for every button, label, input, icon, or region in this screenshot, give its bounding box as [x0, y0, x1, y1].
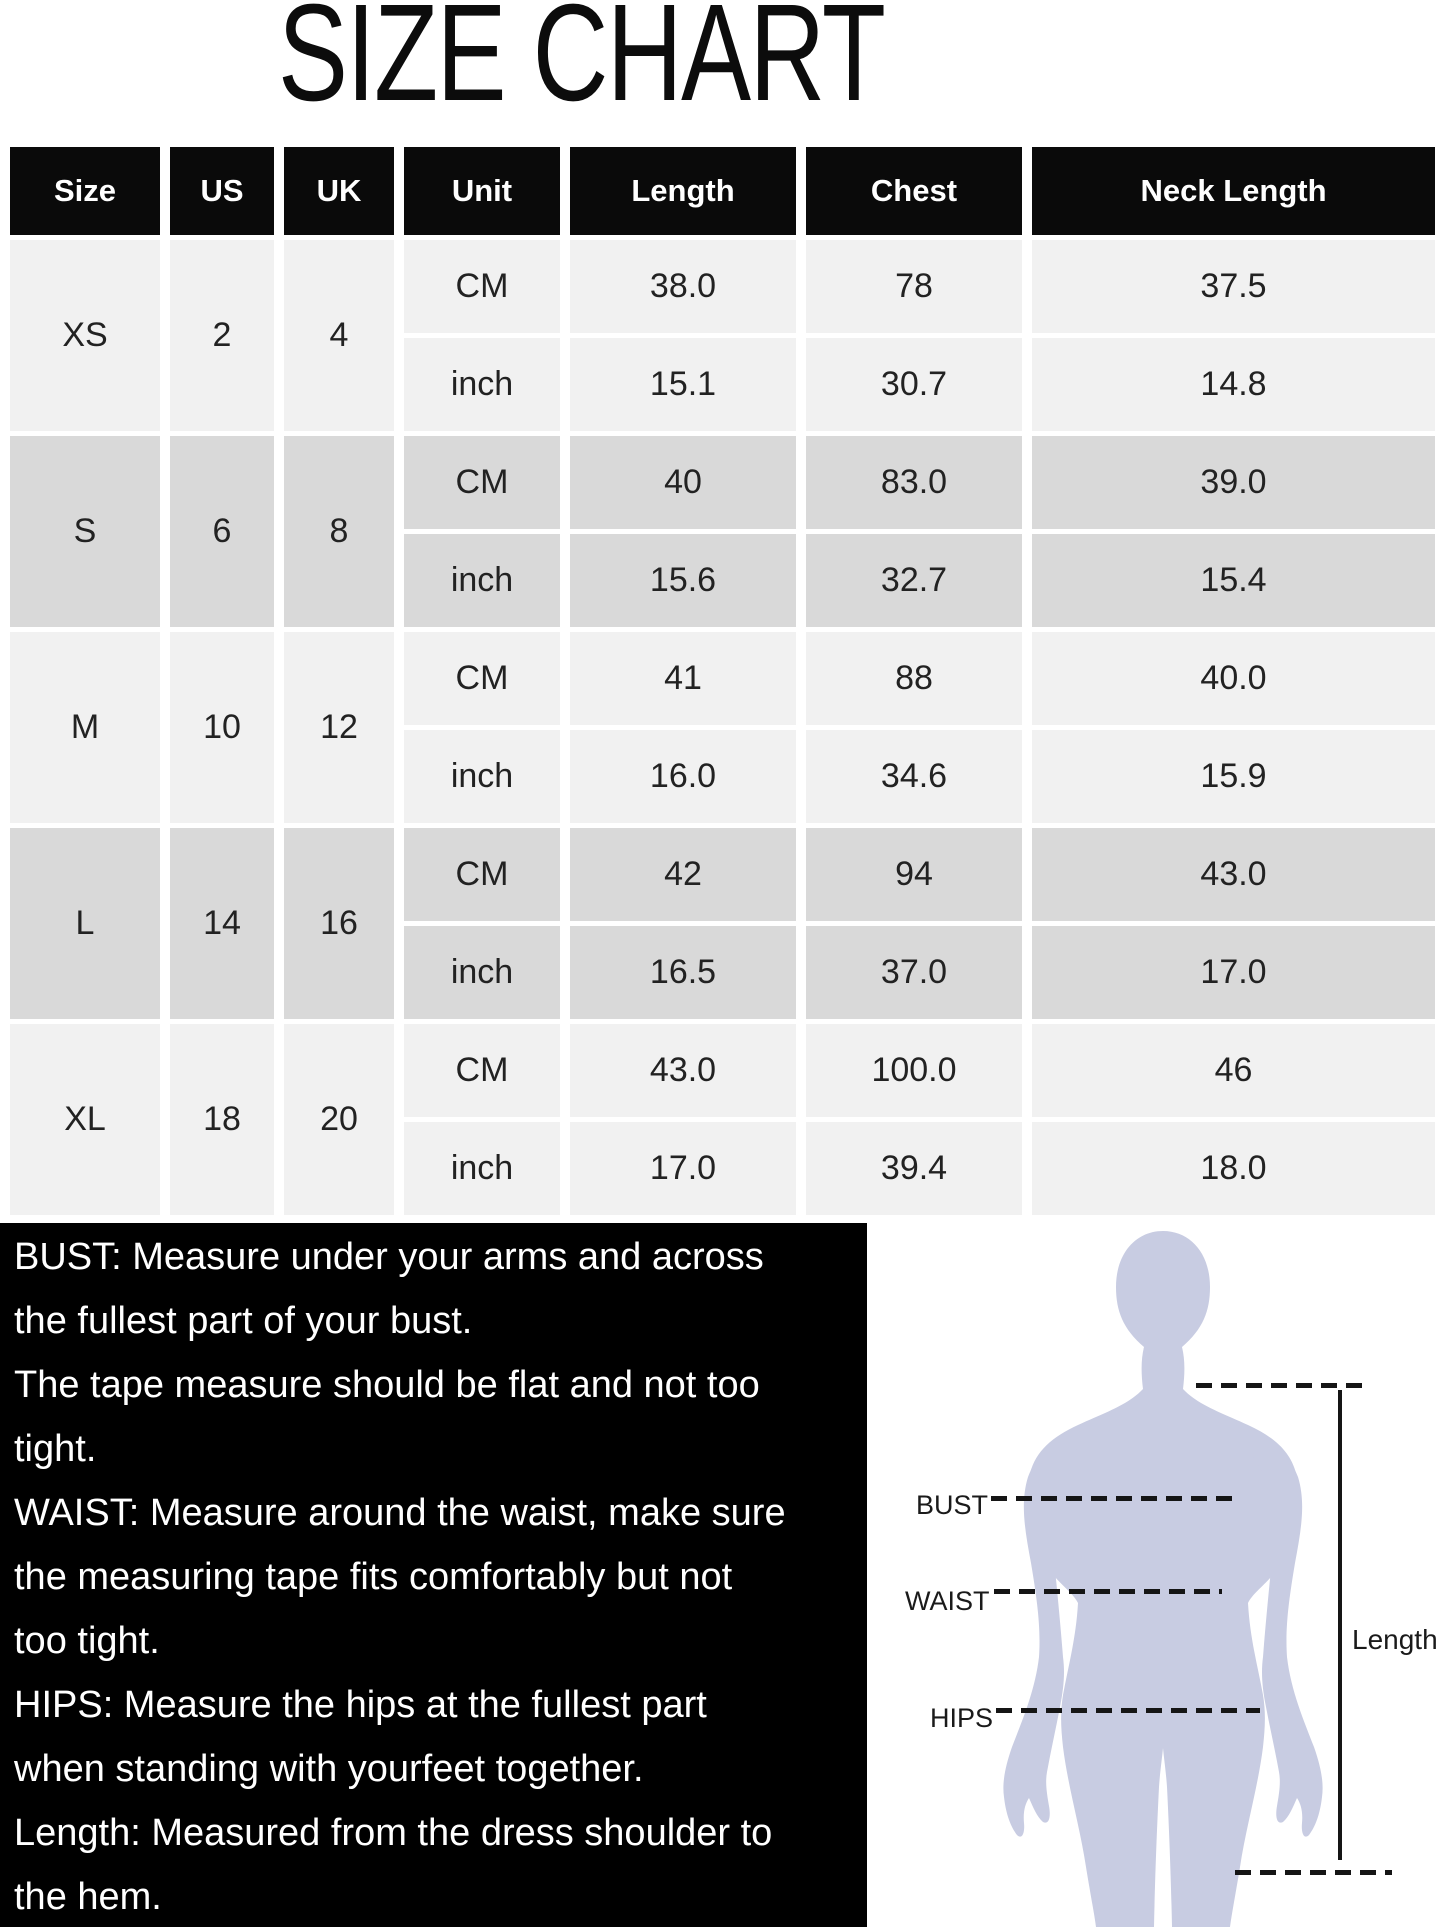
waist-dash-line	[994, 1589, 1222, 1594]
header-cell-chest: Chest	[806, 147, 1022, 235]
size-cell: M	[10, 632, 160, 823]
uk-cell: 20	[284, 1024, 394, 1215]
chest-cm-cell: 78	[806, 240, 1022, 333]
neck-cm-cell: 37.5	[1032, 240, 1435, 333]
bust-label: BUST	[916, 1490, 989, 1520]
length-cm-cell: 38.0	[570, 240, 796, 333]
unit-inch-cell: inch	[404, 1122, 560, 1215]
header-cell-length: Length	[570, 147, 796, 235]
shoulder-dash-line	[1196, 1383, 1365, 1388]
instruction-line: The tape measure should be flat and not too	[14, 1364, 760, 1406]
neck-inch-cell: 15.9	[1032, 730, 1435, 823]
unit-cm-cell: CM	[404, 1024, 560, 1117]
length-cm-cell: 41	[570, 632, 796, 725]
unit-inch-cell: inch	[404, 534, 560, 627]
chest-inch-cell: 34.6	[806, 730, 1022, 823]
length-inch-cell: 15.6	[570, 534, 796, 627]
neck-cm-cell: 46	[1032, 1024, 1435, 1117]
chest-cm-cell: 100.0	[806, 1024, 1022, 1117]
size-cell: S	[10, 436, 160, 627]
length-measure-line	[1338, 1390, 1342, 1860]
instruction-line: when standing with yourfeet together.	[14, 1748, 644, 1790]
unit-cm-cell: CM	[404, 240, 560, 333]
length-cm-cell: 43.0	[570, 1024, 796, 1117]
length-inch-cell: 16.5	[570, 926, 796, 1019]
header-row	[10, 147, 1435, 235]
length-inch-cell: 16.0	[570, 730, 796, 823]
table-row	[10, 828, 1435, 921]
us-cell: 10	[170, 632, 274, 823]
neck-cm-cell: 40.0	[1032, 632, 1435, 725]
unit-cm-cell: CM	[404, 632, 560, 725]
hips-label: HIPS	[930, 1703, 994, 1733]
neck-inch-cell: 17.0	[1032, 926, 1435, 1019]
neck-inch-cell: 18.0	[1032, 1122, 1435, 1215]
neck-inch-cell: 14.8	[1032, 338, 1435, 431]
size-cell: L	[10, 828, 160, 1019]
hips-dash-line	[996, 1708, 1260, 1713]
bottom-section	[0, 1220, 1445, 1927]
unit-inch-cell: inch	[404, 338, 560, 431]
length-inch-cell: 15.1	[570, 338, 796, 431]
bust-dash-line	[991, 1496, 1241, 1501]
us-cell: 18	[170, 1024, 274, 1215]
table-row	[10, 436, 1435, 529]
uk-cell: 8	[284, 436, 394, 627]
table-row	[10, 240, 1435, 333]
chest-inch-cell: 32.7	[806, 534, 1022, 627]
instruction-line: HIPS: Measure the hips at the fullest part	[14, 1684, 707, 1726]
instruction-line: the fullest part of your bust.	[14, 1300, 473, 1342]
unit-cm-cell: CM	[404, 828, 560, 921]
size-cell: XS	[10, 240, 160, 431]
hem-dash-line	[1235, 1870, 1392, 1875]
length-cm-cell: 40	[570, 436, 796, 529]
measure-instructions	[0, 1223, 867, 1927]
instruction-line: Length: Measured from the dress shoulder to	[14, 1812, 773, 1854]
uk-cell: 16	[284, 828, 394, 1019]
instruction-line: tight.	[14, 1428, 97, 1470]
neck-cm-cell: 39.0	[1032, 436, 1435, 529]
length-cm-cell: 42	[570, 828, 796, 921]
chest-cm-cell: 83.0	[806, 436, 1022, 529]
table-row	[10, 1024, 1435, 1117]
length-label: Length	[1352, 1624, 1438, 1655]
table-row	[10, 632, 1435, 725]
size-table-body	[10, 240, 1435, 1215]
unit-inch-cell: inch	[404, 730, 560, 823]
instruction-line: too tight.	[14, 1620, 160, 1662]
us-cell: 2	[170, 240, 274, 431]
instruction-line: BUST: Measure under your arms and across	[14, 1236, 764, 1278]
measurement-diagram	[867, 1220, 1445, 1927]
us-cell: 6	[170, 436, 274, 627]
instruction-line: the measuring tape fits comfortably but not	[14, 1556, 733, 1598]
instruction-line: the hem.	[14, 1876, 162, 1918]
neck-cm-cell: 43.0	[1032, 828, 1435, 921]
chest-inch-cell: 39.4	[806, 1122, 1022, 1215]
chest-inch-cell: 30.7	[806, 338, 1022, 431]
unit-cm-cell: CM	[404, 436, 560, 529]
instruction-line: WAIST: Measure around the waist, make sure	[14, 1492, 786, 1534]
header-cell-size: Size	[10, 147, 160, 235]
uk-cell: 12	[284, 632, 394, 823]
size-cell: XL	[10, 1024, 160, 1215]
size-table	[0, 142, 1445, 1220]
neck-inch-cell: 15.4	[1032, 534, 1435, 627]
length-inch-cell: 17.0	[570, 1122, 796, 1215]
uk-cell: 4	[284, 240, 394, 431]
unit-inch-cell: inch	[404, 926, 560, 1019]
header-cell-unit: Unit	[404, 147, 560, 235]
header-cell-neck-length: Neck Length	[1032, 147, 1435, 235]
chest-inch-cell: 37.0	[806, 926, 1022, 1019]
page-title: SIZE CHART	[278, 0, 885, 130]
chest-cm-cell: 88	[806, 632, 1022, 725]
us-cell: 14	[170, 828, 274, 1019]
chest-cm-cell: 94	[806, 828, 1022, 921]
header-cell-us: US	[170, 147, 274, 235]
body-silhouette	[950, 1227, 1380, 1927]
waist-label: WAIST	[905, 1586, 990, 1616]
header-cell-uk: UK	[284, 147, 394, 235]
